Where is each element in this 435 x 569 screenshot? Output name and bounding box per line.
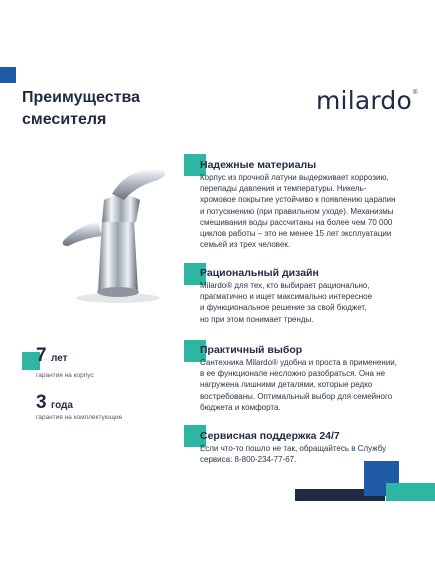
warranty-body-value (36, 346, 68, 366)
page-title (22, 87, 222, 131)
page-title-line-2: смесителя (22, 111, 107, 128)
warranty-body-number: 7 (36, 345, 47, 366)
feature-title-design: Рациональный дизайн (200, 267, 319, 279)
warranty-parts-number: 3 (36, 392, 47, 413)
brand-logo: milardo (316, 86, 412, 115)
feature-title-materials: Надежные материалы (200, 159, 317, 171)
feature-body-design: Milardo® для тех, кто выбирает рационально, прагматично и ищет максимально интересное и функциональное решение за свой бюджет, но при этом понимает тренды. (200, 281, 373, 324)
page-title-line-1: Преимущества (22, 89, 140, 106)
corner-accent (0, 67, 16, 83)
feature-body-materials: Корпус из прочной латуни выдерживает коррозию, перепады давления и температуры. Никель- хромовое покрытие устойчиво к появлению царапин и потускнению (при правильном уходе). Механизмы смешивания воды рассчитаны на более чем 70 000 циклов работы – это не менее 15 лет эксплуатации семьей из трех человек. (200, 173, 396, 250)
decor-bar-teal (386, 483, 435, 501)
warranty-parts-caption: гарантия на комплектующие (36, 414, 123, 421)
warranty-parts-value (36, 393, 73, 413)
warranty-parts-unit: года (51, 400, 73, 411)
warranty-body-caption: гарантия на корпус (36, 372, 94, 379)
feature-body-practical: Сантехника Milardo® удобна и проста в применении, в ее функционале несложно разобраться. Она не нагружена лишними деталями, которые редко востребованы. Оптимальный выбор для семейного бюджета и комфорта. (200, 358, 397, 412)
faucet-image (58, 160, 178, 305)
feature-title-practical: Практичный выбор (200, 344, 303, 356)
feature-body-service: Если что-то пошло не так, обращайтесь в Службу сервиса: 8-800-234-77-67. (200, 444, 387, 465)
warranty-body-unit: лет (51, 353, 68, 364)
feature-title-service: Сервисная поддержка 24/7 (200, 430, 340, 442)
brand-registered-mark: ® (413, 90, 418, 96)
